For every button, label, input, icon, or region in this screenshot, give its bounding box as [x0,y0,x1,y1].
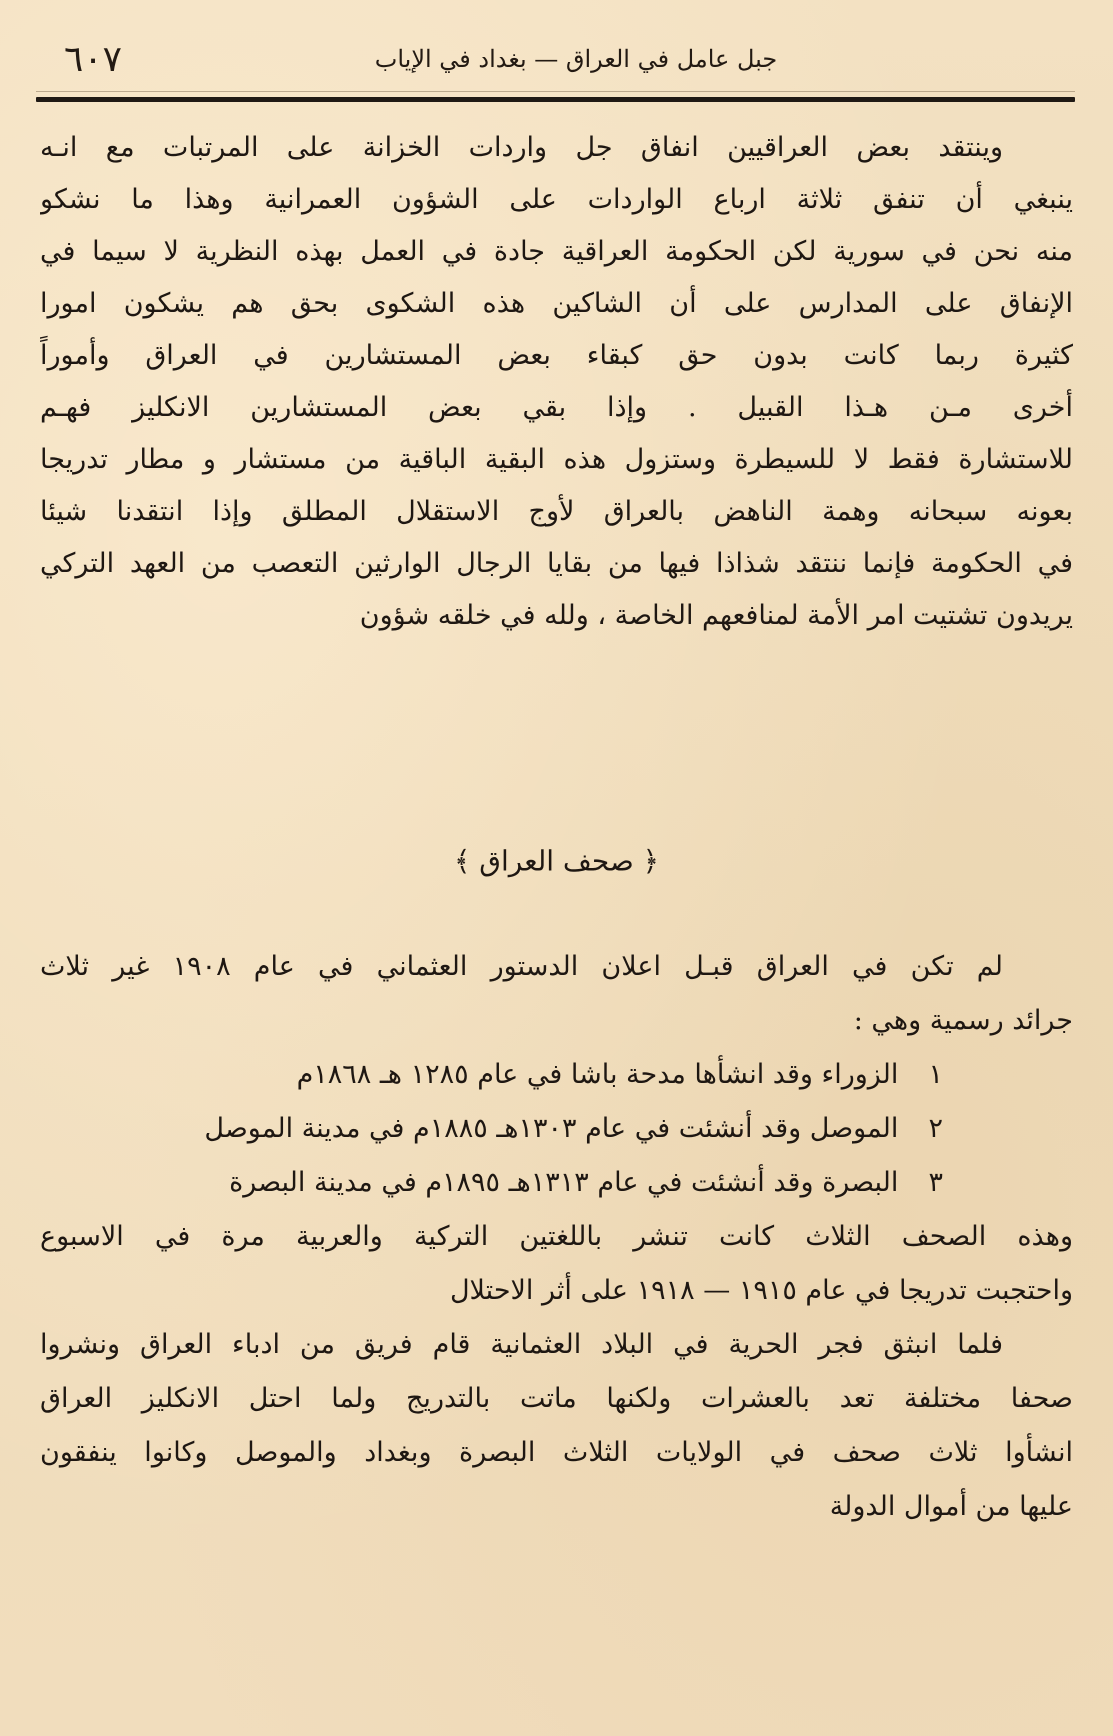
text-line: يريدون تشتيت امر الأمة لمنافعهم الخاصة ، ولله في خلقه شؤون [359,600,1073,631]
text-line: للاستشارة فقط لا للسيطرة وستزول هذه البقية الباقية من مستشار و مطار تدريجا [40,444,1073,475]
paragraph-4-line: فلما انبثق فجر الحرية في البلاد العثمانية قام فريق من ادباء العراق ونشروا [40,1329,1003,1360]
newspaper-list-item [40,1156,1073,1210]
paragraph-3-line: وهذه الصحف الثلاث كانت تنشر باللغتين التركية والعربية مرة في الاسبوع [40,1221,1073,1252]
section-heading [0,832,1113,890]
paragraph-1 [40,122,1073,642]
text-line: بعونه سبحانه وهمة الناهض بالعراق لأوج الاستقلال المطلق وإذا انتقدنا شيئا [40,496,1073,527]
list-number: ١ [928,1059,943,1090]
page-number: ٦٠٧ [64,39,123,80]
newspaper-list-item [40,1102,1073,1156]
running-header [36,36,1075,86]
paragraph-4-line: صحفا مختلفة تعد بالعشرات ولكنها ماتت بالتدريج ولما احتل الانكليز العراق [40,1383,1073,1414]
paragraph-3-line: واحتجبت تدريجا في عام ١٩١٥ — ١٩١٨ على أثر الاحتلال [449,1275,1073,1306]
text-line: الإنفاق على المدارس على أن الشاكين هذه الشكوى بحق هم يشكون امورا [40,288,1073,319]
paragraph-4-line: انشأوا ثلاث صحف في الولايات الثلاث البصرة وبغداد والموصل وكانوا ينفقون [40,1437,1073,1468]
paragraph-2-line: جرائد رسمية وهي : [853,1005,1073,1036]
paragraph-4-line: عليها من أموال الدولة [829,1491,1073,1522]
body-text-lower [40,940,1073,1534]
text-line: ينبغي أن تنفق ثلاثة ارباع الواردات على الشؤون العمرانية وهذا ما نشكو [40,184,1073,215]
header-rule-thin [36,91,1075,92]
running-title: جبل عامل في العراق — بغداد في الإياب [374,45,778,73]
text-line: أخرى مـن هـذا القبيل . وإذا بقي بعض المستشارين الانكليز فهـم [40,392,1073,423]
text-line: في الحكومة فإنما ننتقد شذاذا فيها من بقايا الرجال الوارثين التعصب من العهد التركي [40,548,1073,579]
header-rule [36,97,1075,102]
paragraph-2-line: لم تكن في العراق قبـل اعلان الدستور العثماني في عام ١٩٠٨ غير ثلاث [40,951,1004,982]
text-line: وينتقد بعض العراقيين انفاق جل واردات الخزانة على المرتبات مع انـه [40,132,1003,163]
text-line: منه نحن في سورية لكن الحكومة العراقية جادة في العمل بهذه النظرية لا سيما في [40,236,1073,267]
list-text: الموصل وقد أنشئت في عام ١٣٠٣هـ ١٨٨٥م في مدينة الموصل [204,1113,899,1144]
text-line: كثيرة ربما كانت بدون حق كبقاء بعض المستشارين في العراق وأموراً [40,340,1073,371]
section-title: ﴿ صحف العراق ﴾ [453,844,660,878]
list-text: البصرة وقد أنشئت في عام ١٣١٣هـ ١٨٩٥م في مدينة البصرة [229,1167,899,1198]
list-number: ٢ [928,1113,943,1144]
newspaper-list-item [40,1048,1073,1102]
list-text: الزوراء وقد انشأها مدحة باشا في عام ١٢٨٥ هـ ١٨٦٨م [296,1059,899,1090]
list-number: ٣ [928,1167,943,1198]
